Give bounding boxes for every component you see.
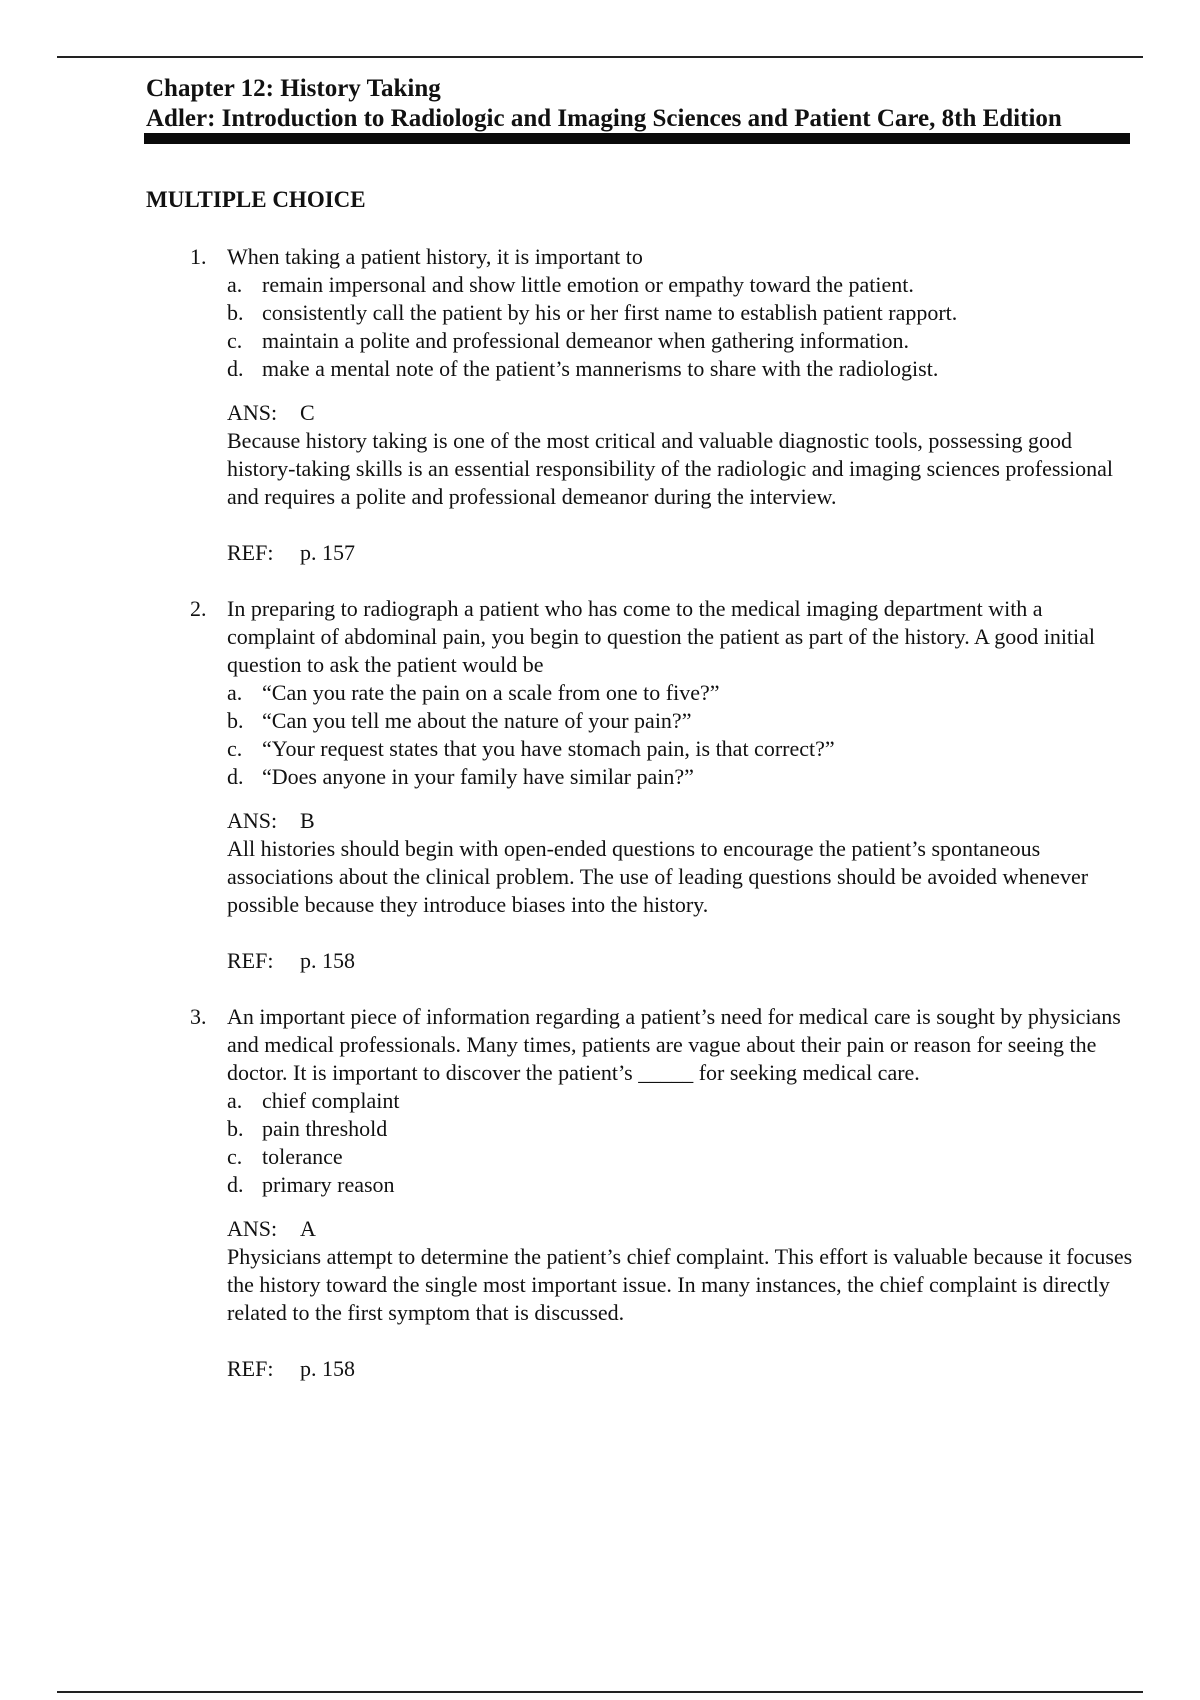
chapter-title: Chapter 12: History Taking <box>146 75 441 102</box>
book-title: Adler: Introduction to Radiologic and Imaging Sciences and Patient Care, 8th Edition <box>146 105 1062 132</box>
question <box>146 243 1136 567</box>
question-list <box>146 243 1136 1383</box>
question <box>146 1003 1136 1383</box>
question <box>146 595 1136 975</box>
option-text: “Does anyone in your family have similar pain?” <box>262 764 694 789</box>
answer-label: ANS: <box>227 808 278 833</box>
question-number: 2. <box>190 596 207 621</box>
option-text: remain impersonal and show little emotion or empathy toward the patient. <box>262 272 914 297</box>
question-stem: An important piece of information regarding a patient’s need for medical care is sought by physicians and medical professionals. Many times, patients are vague about their pain or reason for seeing the doctor. It is important to discover the patient’s _____ for seeking medical care. <box>227 1004 1121 1085</box>
reference-value: p. 158 <box>300 948 355 973</box>
question-number: 3. <box>190 1004 207 1029</box>
option-list <box>227 1087 1136 1199</box>
answer-value: B <box>300 808 315 833</box>
option-letter: a. <box>227 1088 243 1113</box>
option-text: “Your request states that you have stomach pain, is that correct?” <box>262 736 835 761</box>
option-letter: b. <box>227 708 244 733</box>
answer-line <box>227 399 1136 427</box>
option-letter: a. <box>227 272 243 297</box>
answer-rationale: Physicians attempt to determine the patient’s chief complaint. This effort is valuable because it focuses the history toward the single most important issue. In many instances, the chief complaint is directly related to the first symptom that is discussed. <box>227 1244 1133 1325</box>
section-title: MULTIPLE CHOICE <box>146 187 366 212</box>
reference-label: REF: <box>227 540 274 565</box>
option-letter: a. <box>227 680 243 705</box>
option-text: pain threshold <box>262 1116 388 1141</box>
option-text: “Can you tell me about the nature of your pain?” <box>262 708 692 733</box>
option-text: primary reason <box>262 1172 395 1197</box>
option-item <box>227 299 1136 327</box>
option-list <box>227 679 1136 791</box>
question-stem: When taking a patient history, it is important to <box>227 244 643 269</box>
option-text: make a mental note of the patient’s mannerisms to share with the radiologist. <box>262 356 939 381</box>
option-letter: d. <box>227 1172 244 1197</box>
option-item <box>227 707 1136 735</box>
answer-label: ANS: <box>227 400 278 425</box>
option-item <box>227 1115 1136 1143</box>
question-stem: In preparing to radiograph a patient who has come to the medical imaging department with a complaint of abdominal pain, you begin to question the patient as part of the history. A good initial question to ask the patient would be <box>227 596 1096 677</box>
option-item <box>227 355 1136 383</box>
option-letter: d. <box>227 356 244 381</box>
reference-line <box>227 539 1136 567</box>
question-number: 1. <box>190 244 207 269</box>
option-letter: d. <box>227 764 244 789</box>
option-letter: c. <box>227 328 243 353</box>
option-text: “Can you rate the pain on a scale from one to five?” <box>262 680 720 705</box>
option-letter: c. <box>227 1144 243 1169</box>
option-item <box>227 327 1136 355</box>
option-item <box>227 1087 1136 1115</box>
bottom-rule <box>57 1691 1143 1693</box>
option-item <box>227 271 1136 299</box>
option-item <box>227 1143 1136 1171</box>
answer-line <box>227 807 1136 835</box>
answer-value: C <box>300 400 315 425</box>
reference-label: REF: <box>227 948 274 973</box>
answer-value: A <box>300 1216 316 1241</box>
answer-label: ANS: <box>227 1216 278 1241</box>
page-header <box>146 74 1128 134</box>
option-letter: b. <box>227 300 244 325</box>
option-text: consistently call the patient by his or her first name to establish patient rapport. <box>262 300 958 325</box>
option-text: tolerance <box>262 1144 343 1169</box>
reference-value: p. 158 <box>300 1356 355 1381</box>
option-list <box>227 271 1136 383</box>
option-letter: b. <box>227 1116 244 1141</box>
answer-line <box>227 1215 1136 1243</box>
option-text: chief complaint <box>262 1088 400 1113</box>
top-rule <box>57 56 1143 58</box>
option-text: maintain a polite and professional demeanor when gathering information. <box>262 328 909 353</box>
option-item <box>227 1171 1136 1199</box>
header-rule <box>144 133 1130 144</box>
option-item <box>227 735 1136 763</box>
answer-rationale: All histories should begin with open-ended questions to encourage the patient’s spontaneous associations about the clinical problem. The use of leading questions should be avoided whenever possible because they introduce biases into the history. <box>227 836 1089 917</box>
option-item <box>227 763 1136 791</box>
option-letter: c. <box>227 736 243 761</box>
reference-label: REF: <box>227 1356 274 1381</box>
option-item <box>227 679 1136 707</box>
reference-value: p. 157 <box>300 540 355 565</box>
answer-rationale: Because history taking is one of the most critical and valuable diagnostic tools, possessing good history-taking skills is an essential responsibility of the radiologic and imaging sciences professional and requires a polite and professional demeanor during the interview. <box>227 428 1113 509</box>
reference-line <box>227 947 1136 975</box>
reference-line <box>227 1355 1136 1383</box>
